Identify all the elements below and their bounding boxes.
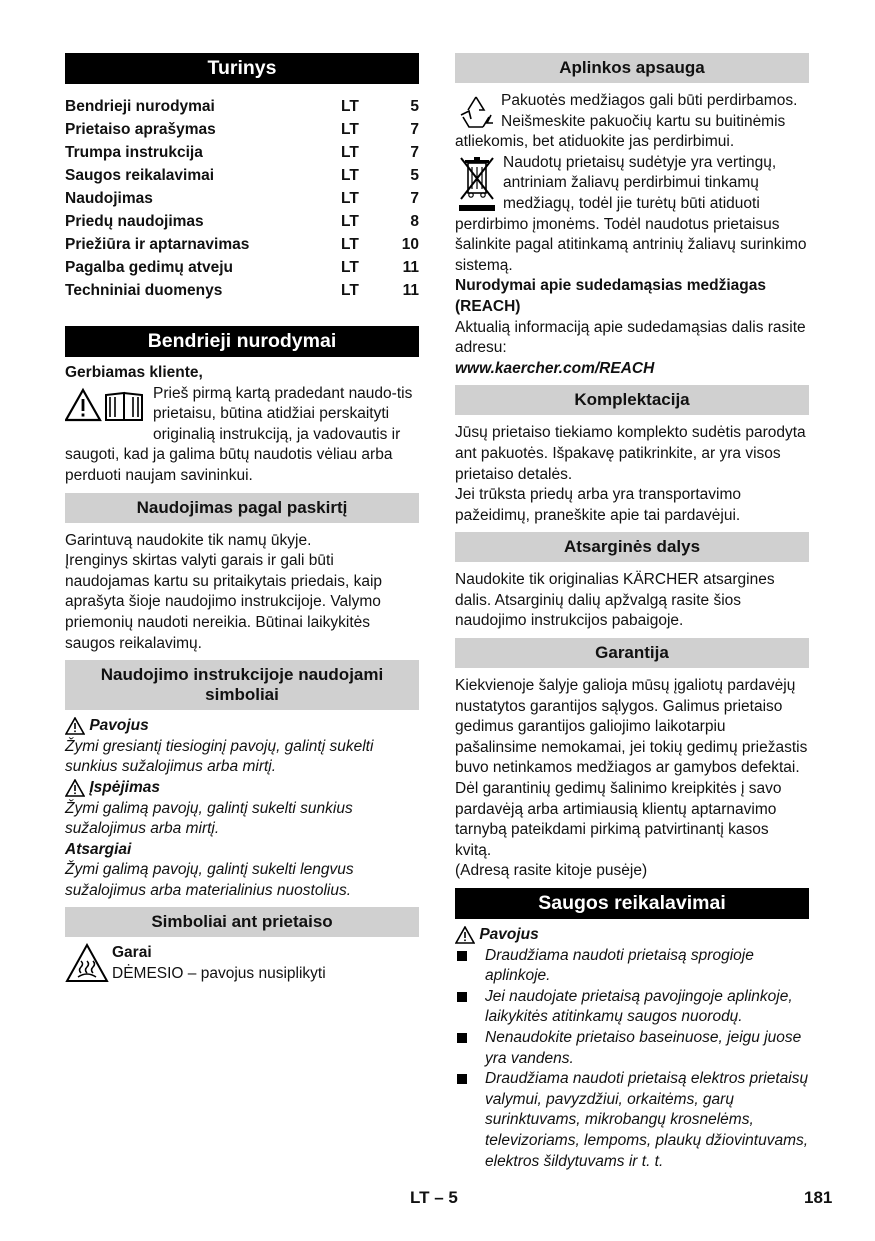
- bullet-square-icon: [457, 992, 467, 1002]
- toc-entry-lang: LT: [341, 98, 359, 115]
- toc-entry-title: Priedų naudojimas: [65, 213, 204, 230]
- toc-entry-page: 7: [410, 190, 419, 207]
- general-heading: Bendrieji nurodymai: [65, 326, 419, 357]
- toc-entry-lang: LT: [341, 213, 359, 230]
- reach-url-link[interactable]: www.kaercher.com/REACH: [455, 359, 655, 377]
- toc-heading: Turinys: [65, 53, 419, 84]
- toc-row[interactable]: [65, 233, 419, 256]
- list-item-text: Jei naudojate prietaisą pavojingoje aplinkoje, laikykitės atitinkamų saugos nuorodų.: [485, 987, 793, 1026]
- scope-heading: Komplektacija: [455, 385, 809, 415]
- environment-p1: Pakuotės medžiagos gali būti perdirbamos. Neišmeskite pakuočių kartu su buitinėmis atliekomis, bet atiduokite jas perdirbimui.: [455, 92, 798, 151]
- warning-triangle-icon: [65, 779, 85, 797]
- steam-symbol-block: [65, 943, 419, 984]
- footer-page-number: 181: [804, 1188, 833, 1207]
- recycling-icon: [457, 93, 495, 131]
- toc-entry-title: Techniniai duomenys: [65, 282, 223, 299]
- caution-label: Atsargiai: [65, 840, 132, 858]
- toc-entry-lang: LT: [341, 236, 359, 253]
- toc-row[interactable]: [65, 164, 419, 187]
- bullet-square-icon: [457, 951, 467, 961]
- warning-read-manual-icon: [65, 387, 145, 423]
- warranty-heading: Garantija: [455, 638, 809, 668]
- warning-label: Įspėjimas: [89, 778, 160, 796]
- scope-p1: Jūsų prietaiso tiekiamo komplekto sudėtis parodyta ant pakuotės. Išpakavę patikrinkite, ar yra visos prietaiso detalės.: [455, 424, 806, 483]
- toc-entry-title: Trumpa instrukcija: [65, 144, 203, 161]
- toc-entry-lang: LT: [341, 259, 359, 276]
- steam-text: DĖMESIO – pavojus nusiplikyti: [112, 965, 326, 983]
- list-item-text: Nenaudokite prietaiso baseinuose, jeigu juose yra vandens.: [485, 1028, 802, 1067]
- warning-triangle-icon: [65, 717, 85, 735]
- toc-entry-lang: LT: [341, 190, 359, 207]
- warranty-text: Kiekvienoje šalyje galioja mūsų įgaliotų pardavėjų nustatytos garantijos sąlygos. Galimus prietaiso gedimus garantijos galiojimo laikotarpiu pašalinsime nemokamai, jei tokių gedimų priežastis buvo netinkamos medžiagos ar gamybos defektai. Dėl garantinių gedimų šalinimo kreipkitės į savo pardavėją arba artimiausią klientų aptarnavimo tarnybą pateikdami pirkimą patvirtinantį kasos kvitą.: [455, 677, 808, 859]
- warning-text: Žymi galimą pavojų, galintį sukelti sunkius sužalojimus arba mirtį.: [65, 799, 353, 838]
- danger-label: Pavojus: [89, 717, 149, 735]
- environment-p2-block: [455, 153, 809, 277]
- toc-row[interactable]: [65, 95, 419, 118]
- toc-entry-page: 11: [402, 259, 419, 276]
- toc-entry-lang: LT: [341, 121, 359, 138]
- reach-title: Nurodymai apie sudedamąsias medžiagas (REACH): [455, 277, 766, 315]
- safety-heading: Saugos reikalavimai: [455, 888, 809, 919]
- toc-entry-page: 8: [410, 213, 419, 230]
- steam-label: Garai: [112, 944, 152, 962]
- toc-entry-page: 5: [410, 167, 419, 184]
- toc-row[interactable]: [65, 187, 419, 210]
- toc-entry-lang: LT: [341, 167, 359, 184]
- usage-p2: Įrenginys skirtas valyti garais ir gali būti naudojamas kartu su pritaikytais priedais, kaip aprašyta šioje naudojimo instrukcijoje. Valymo priemonių naudoti nereikia. Būtinai laikykitės saugos reikalavimų.: [65, 552, 383, 652]
- list-item-text: Draudžiama naudoti prietaisą sprogioje aplinkoje.: [485, 946, 754, 985]
- toc-row[interactable]: [65, 210, 419, 233]
- list-item: [455, 987, 809, 1028]
- environment-heading: Aplinkos apsauga: [455, 53, 809, 83]
- usage-p1: Garintuvą naudokite tik namų ūkyje.: [65, 531, 312, 549]
- list-item-text: Draudžiama naudoti prietaisą elektros prietaisų valymui, pavyzdžiui, orkaitėms, garų surinktuvams, mikrobangų krosnelėms, televizoriams, lempoms, plaukų džiovintuvams, elektros šildytuvams ir t. t.: [485, 1070, 809, 1170]
- greeting: Gerbiamas kliente,: [65, 364, 203, 381]
- toc-entry-lang: LT: [341, 282, 359, 299]
- danger-line: [65, 716, 419, 737]
- toc-row[interactable]: [65, 118, 419, 141]
- toc-entry-title: Prietaiso aprašymas: [65, 121, 216, 138]
- usage-heading: Naudojimas pagal paskirtį: [65, 493, 419, 523]
- toc-row[interactable]: [65, 256, 419, 279]
- safety-list: [455, 946, 809, 1173]
- toc-entry-title: Pagalba gedimų atveju: [65, 259, 233, 276]
- caution-text: Žymi galimą pavojų, galintį sukelti lengvus sužalojimus arba materialinius nuostolius.: [65, 861, 354, 899]
- danger-text: Žymi gresiantį tiesioginį pavojų, galintį sukelti sunkius sužalojimus arba mirtį.: [65, 737, 374, 776]
- right-column: [455, 53, 809, 1172]
- safety-danger-line: [455, 925, 809, 946]
- toc-entry-title: Bendrieji nurodymai: [65, 98, 215, 115]
- spare-text: Naudokite tik originalias KÄRCHER atsargines dalis. Atsarginių dalių apžvalgą rasite šios naudojimo instrukcijos pabaigoje.: [455, 571, 775, 630]
- toc-entry-page: 7: [410, 121, 419, 138]
- environment-p2: Naudotų prietaisų sudėtyje yra vertingų, antriniam žaliavų perdirbimui tinkamų medžiagų, todėl jie turėtų būti atiduoti perdirbimo įmonėms. Todėl naudotus prietaisus šalinkite pagal atitinkamą antrinių žaliavų surinkimo sistemą.: [455, 153, 807, 274]
- steam-symbol-text: [112, 943, 326, 984]
- list-item: [455, 946, 809, 987]
- toc-entry-page: 7: [410, 144, 419, 161]
- warning-triangle-icon: [455, 926, 475, 944]
- device-symbols-heading: Simboliai ant prietaiso: [65, 907, 419, 937]
- hot-steam-icon: [65, 943, 109, 983]
- toc-entry-title: Priežiūra ir aptarnavimas: [65, 236, 250, 253]
- general-text: Prieš pirmą kartą pradedant naudo-tis prietaisu, būtina atidžiai perskaityti originalią instrukciją, ja vadovautis ir saugoti, kad ja galima būtų naudotis vėliau arba perduoti naujam savininkui.: [65, 384, 413, 484]
- spare-heading: Atsarginės dalys: [455, 532, 809, 562]
- environment-p1-block: [455, 91, 809, 153]
- warning-and-manual-icons: [65, 387, 145, 430]
- symbols-heading: Naudojimo instrukcijoje naudojami simboliai: [65, 660, 419, 710]
- general-intro: [65, 384, 419, 487]
- bullet-square-icon: [457, 1033, 467, 1043]
- warning-line: [65, 778, 419, 799]
- scope-p2: Jei trūksta priedų arba yra transportavimo pažeidimų, praneškite apie tai pardavėjui.: [455, 486, 742, 524]
- toc-entry-page: 5: [410, 98, 419, 115]
- toc-row[interactable]: [65, 141, 419, 164]
- weee-crossed-bin-icon: [457, 155, 497, 213]
- reach-text: Aktualią informaciją apie sudedamąsias dalis rasite adresu:: [455, 318, 806, 357]
- safety-danger-label: Pavojus: [479, 926, 539, 943]
- warranty-address: (Adresą rasite kitoje pusėje): [455, 862, 648, 880]
- toc-entry-page: 11: [402, 282, 419, 299]
- footer-lang-page: LT – 5: [410, 1188, 458, 1207]
- list-item: [455, 1069, 809, 1172]
- left-column: [65, 53, 419, 985]
- bullet-square-icon: [457, 1074, 467, 1084]
- toc-row[interactable]: [65, 279, 419, 302]
- toc-entry-page: 10: [401, 236, 419, 253]
- list-item: [455, 1028, 809, 1069]
- toc-entry-title: Naudojimas: [65, 190, 153, 207]
- toc-entry-title: Saugos reikalavimai: [65, 167, 215, 184]
- toc-entry-lang: LT: [341, 144, 359, 161]
- table-of-contents: [65, 95, 419, 302]
